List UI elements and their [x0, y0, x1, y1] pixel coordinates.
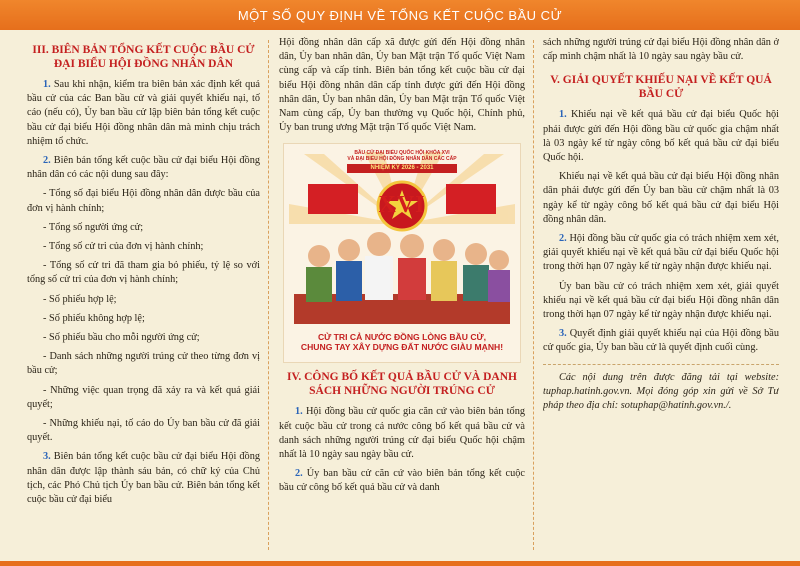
poster-term: NHIỆM KỲ 2026 - 2031 [347, 164, 457, 173]
poster-top-line: VÀ ĐẠI BIỂU HỘI ĐỒNG NHÂN DÂN CÁC CẤP [347, 156, 457, 163]
column-1 [27, 36, 260, 552]
paragraph-text: Hội đồng bầu cử quốc gia có trách nhiệm xem xét, giải quyết khiếu nại về kết quả bầu cử đại biểu Quốc hội trong thời hạn 07 ngày kể từ ngày nhận được khiếu nại. [543, 233, 779, 273]
paragraph-text: Biên bản tổng kết cuộc bầu cử đại biểu Hội đồng nhân dân có các nội dung sau đây: [27, 155, 260, 181]
paragraph-number: 1. [295, 406, 303, 418]
paragraph [27, 154, 260, 182]
poster-slogan-line: CỬ TRI CẢ NƯỚC ĐỒNG LÒNG BẦU CỬ, [317, 332, 487, 343]
column-divider [533, 40, 534, 550]
paragraph-text: Sau khi nhận, kiểm tra biên bản xác định kết quả bầu cử của các Ban bầu cử và giải quyết khiếu nại, tố cáo (nếu có), Ủy ban bầu cử lập biên bản tổng kết cuộc bầu cử đại biểu Hội đồng nhân dân mà mình chịu trách nhiệm tổ chức. [27, 79, 260, 147]
list-item: - Số phiếu hợp lệ; [43, 293, 117, 305]
paragraph [543, 232, 779, 275]
section-heading-v: V. GIẢI QUYẾT KHIẾU NẠI VỀ KẾT QUẢ BẦU CỬ [550, 74, 772, 100]
page-header [0, 0, 800, 30]
paragraph [279, 467, 525, 495]
paragraph [279, 405, 525, 462]
paragraph-number: 2. [295, 468, 303, 480]
paragraph: Khiếu nại về kết quả bầu cử đại biểu Hội đồng nhân dân phải được gửi đến Ủy ban bầu cử chậm nhất là 03 ngày kể từ ngày công bố kết quả bầu cử đại biểu Hội đồng nhân dân. [543, 171, 779, 225]
paragraph-number: 3. [559, 328, 567, 340]
paragraph: Ủy ban bầu cử có trách nhiệm xem xét, giải quyết khiếu nại về kết quả bầu cử đại biểu Hội đồng nhân dân trong thời hạn 07 ngày kể từ ngày nhận được khiếu nại. [543, 280, 779, 321]
section-heading-iii: III. BIÊN BẢN TỔNG KẾT CUỘC BẦU CỬ ĐẠI BIỂU HỘI ĐỒNG NHÂN DÂN [32, 44, 255, 70]
list-item: - Danh sách những người trúng cử theo từng đơn vị bầu cử; [27, 351, 260, 377]
column-3 [543, 36, 779, 552]
paragraph-continued: sách những người trúng cử đại biểu Hội đồng nhân dân ở cấp mình chậm nhất là 10 ngày sau ngày bầu cử. [543, 37, 779, 63]
list-item: - Tổng số cử tri của đơn vị hành chính; [43, 241, 204, 253]
paragraph [27, 450, 260, 507]
list-item: - Số phiếu không hợp lệ; [43, 312, 145, 324]
election-poster [283, 143, 521, 363]
poster-slogan-line: CHUNG TAY XÂY DỰNG ĐẤT NƯỚC GIÀU MẠNH! [300, 342, 504, 353]
list-item: - Tổng số người ứng cử; [43, 221, 144, 233]
paragraph-number: 3. [43, 451, 51, 463]
poster-slogan [290, 330, 514, 354]
poster-roman-numeral: XVI [378, 192, 426, 219]
page-title: MỘT SỐ QUY ĐỊNH VỀ TỔNG KẾT CUỘC BẦU CỬ [237, 7, 563, 23]
list-item: - Số phiếu bầu cho mỗi người ứng cử; [43, 332, 200, 344]
section-heading-iv: IV. CÔNG BỐ KẾT QUẢ BẦU CỬ VÀ DANH SÁCH NHỮNG NGƯỜI TRÚNG CỬ [287, 371, 517, 397]
paragraph-number: 1. [43, 79, 51, 90]
paragraph-text: Ủy ban bầu cử căn cứ vào biên bản tổng kết cuộc bầu cử công bố kết quả bầu cử và danh [279, 468, 525, 494]
paragraph-text: Quyết định giải quyết khiếu nại của Hội đồng bầu cử quốc gia, Ủy ban bầu cử là quyết định cuối cùng. [543, 328, 779, 354]
website-note: Các nội dung trên được đăng tải tại website: tuphap.hatinh.gov.vn. Mọi đóng góp xin gửi về Sở Tư pháp theo địa chỉ: sotuphap@hatinh.gov.vn./. [543, 364, 779, 414]
list-item: - Những khiếu nại, tố cáo do Ủy ban bầu cử đã giải quyết. [27, 418, 260, 444]
paragraph-number: 2. [43, 155, 51, 167]
list-item: - Những việc quan trọng đã xảy ra và kết quả giải quyết; [27, 384, 260, 410]
column-divider [268, 40, 269, 550]
people-group [294, 232, 510, 324]
paragraph-continued: Hội đồng nhân dân cấp xã được gửi đến Hội đồng nhân dân, Ủy ban nhân dân, Ủy ban Mặt trận Tổ quốc Việt Nam cùng cấp và cấp tỉnh. Biên bản tổng kết cuộc bầu cử đại biểu Hội đồng nhân dân cấp tỉnh được gửi đến Hội đồng nhân dân, Ủy ban nhân dân, Ủy ban Mặt trận Tổ quốc Việt Nam cùng cấp, Ủy ban thường vụ Quốc hội, Chính phủ, Ủy ban trung ương Mặt trận Tổ quốc Việt Nam. [279, 37, 525, 134]
list-item: - Tổng số cử tri đã tham gia bỏ phiếu, tỷ lệ so với tổng số cử tri của đơn vị hành chính; [27, 260, 260, 286]
paragraph-text: Biên bản tổng kết cuộc bầu cử đại biểu Hội đồng nhân dân được lập thành sáu bản, có chữ ký của Chủ tịch, các Phó Chủ tịch Ủy ban bầu cử. Biên bản tổng kết cuộc bầu cử đại biểu [27, 451, 260, 506]
bottom-bar [0, 561, 800, 566]
paragraph [543, 327, 779, 355]
paragraph-number: 2. [559, 233, 567, 245]
paragraph-text: Khiếu nại về kết quả bầu cử đại biểu Quốc hội phải được gửi đến Hội đồng bầu cử quốc gia chậm nhất là 03 ngày kể từ ngày công bố kết quả bầu cử đại biểu Quốc hội. [543, 109, 779, 164]
list-item: - Tổng số đại biểu Hội đồng nhân dân được bầu của đơn vị hành chính; [27, 188, 260, 214]
poster-top-line: BẦU CỬ ĐẠI BIỂU QUỐC HỘI KHÓA XVI [354, 150, 450, 157]
paragraph [27, 78, 260, 149]
paragraph-text: Hội đồng bầu cử quốc gia căn cứ vào biên bản tổng kết cuộc bầu cử trong cả nước công bố kết quả bầu cử và danh sách những người trúng cử đại biểu Quốc hội chậm nhất là 10 ngày sau ngày bầu cử. [279, 406, 525, 461]
paragraph [543, 108, 779, 165]
paragraph-number: 1. [559, 109, 567, 121]
column-2 [279, 36, 525, 552]
